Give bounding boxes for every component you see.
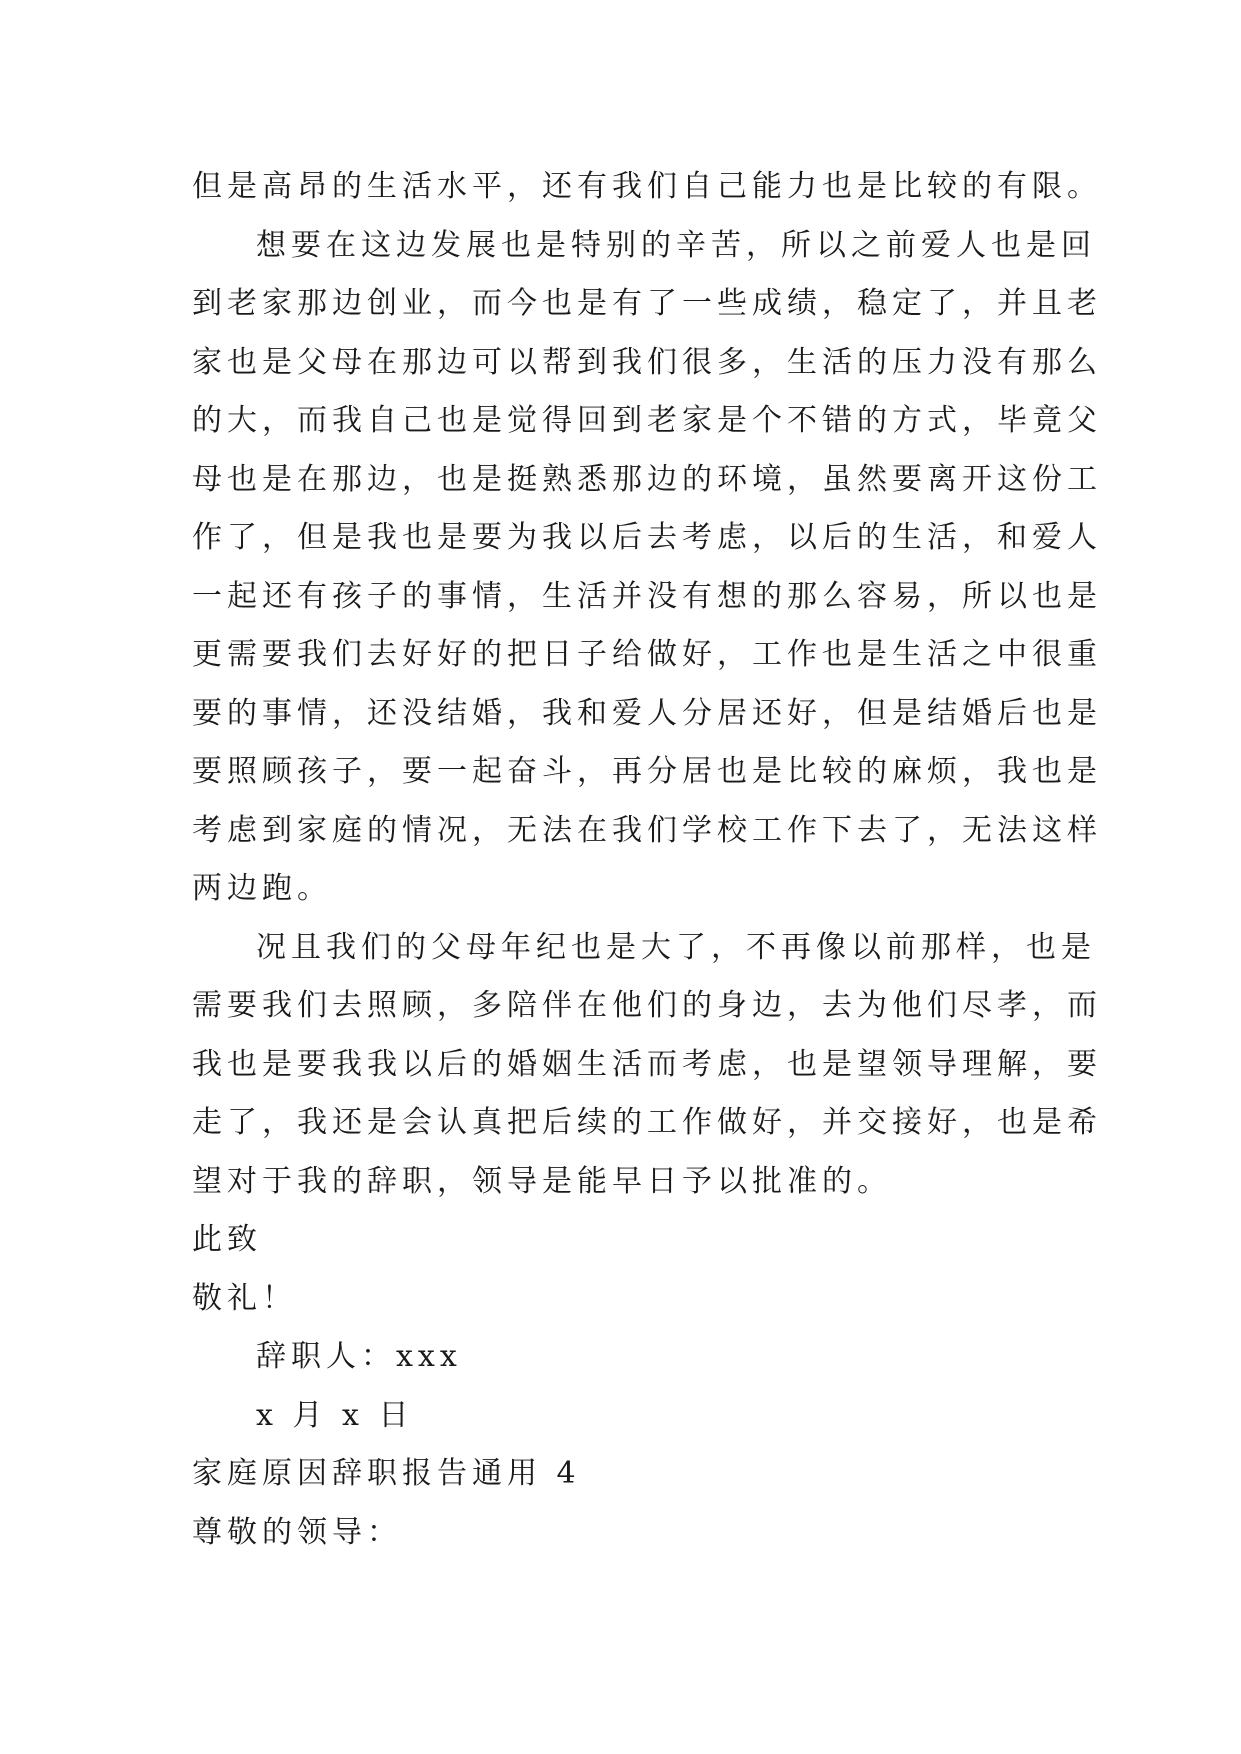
signature-name: 辞职人：xxx <box>256 1339 462 1374</box>
body-line: 要照顾孩子，要一起奋斗，再分居也是比较的麻烦，我也是 <box>192 754 1102 789</box>
body-line: 走了，我还是会认真把后续的工作做好，并交接好，也是希 <box>192 1105 1102 1140</box>
body-line: 到老家那边创业，而今也是有了一些成绩，稳定了，并且老 <box>192 286 1102 321</box>
body-line: 家也是父母在那边可以帮到我们很多，生活的压力没有那么 <box>192 344 1102 380</box>
body-line: 一起还有孩子的事情，生活并没有想的那么容易，所以也是 <box>192 578 1102 614</box>
body-line: 母也是在那边，也是挺熟悉那边的环境，虽然要离开这份工 <box>192 461 1102 497</box>
body-line: 望对于我的辞职，领导是能早日予以批准的。 <box>192 1163 892 1199</box>
body-line: 但是高昂的生活水平，还有我们自己能力也是比较的有限。 <box>192 169 1102 204</box>
section-title: 家庭原因辞职报告通用 4 <box>192 1456 581 1491</box>
body-line: 我也是要我我以后的婚姻生活而考虑，也是望领导理解，要 <box>192 1046 1102 1082</box>
closing-salutation: 此致 <box>192 1222 262 1257</box>
paragraph-first-line: 况且我们的父母年纪也是大了，不再像以前那样，也是 <box>256 929 1096 965</box>
paragraph-first-line: 想要在这边发展也是特别的辛苦，所以之前爱人也是回 <box>256 227 1096 263</box>
body-line: 要的事情，还没结婚，我和爱人分居还好，但是结婚后也是 <box>192 695 1102 731</box>
greeting: 尊敬的领导： <box>192 1514 402 1550</box>
signature-date: x 月 x 日 <box>256 1397 414 1433</box>
body-line: 需要我们去照顾，多陪伴在他们的身边，去为他们尽孝，而 <box>192 988 1102 1023</box>
closing-regards: 敬礼！ <box>192 1280 297 1316</box>
body-line: 更需要我们去好好的把日子给做好，工作也是生活之中很重 <box>192 637 1102 672</box>
document-body <box>192 158 1102 1562</box>
body-line: 的大，而我自己也是觉得回到老家是个不错的方式，毕竟父 <box>192 403 1102 438</box>
body-line: 作了，但是我也是要为我以后去考虑，以后的生活，和爱人 <box>192 520 1102 555</box>
body-line: 考虑到家庭的情况，无法在我们学校工作下去了，无法这样 <box>192 812 1102 848</box>
body-line: 两边跑。 <box>192 871 332 906</box>
